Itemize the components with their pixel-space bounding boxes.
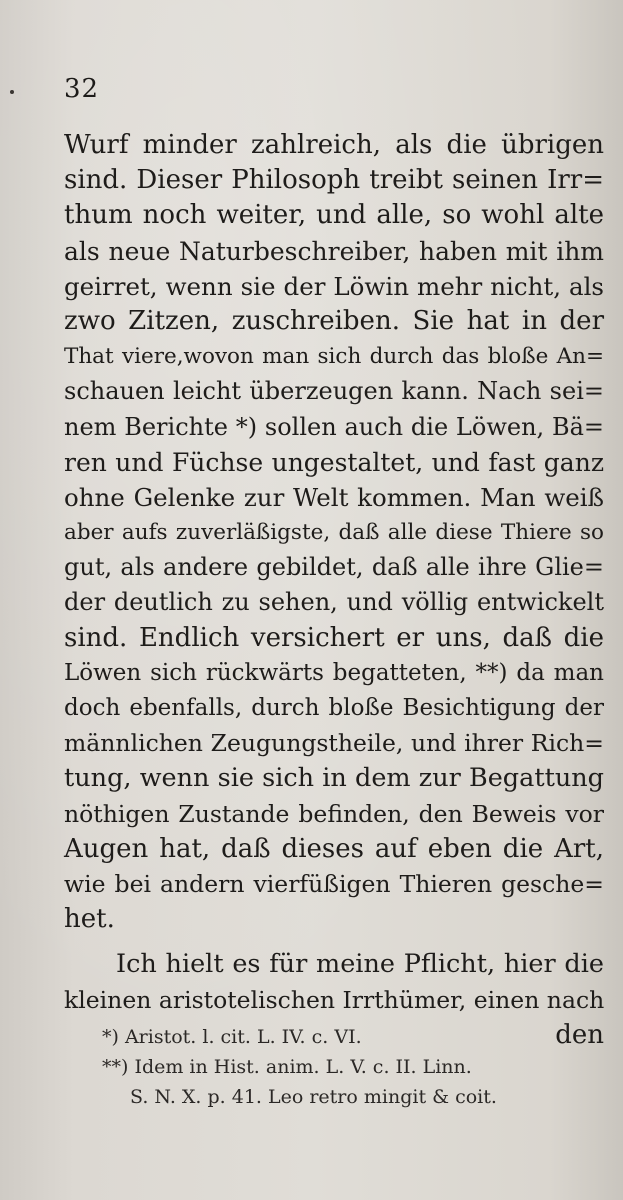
text-line: männlichen Zeugungstheile, und ihrer Rich= (64, 729, 604, 758)
text-line: ohne Gelenke zur Welt kommen. Man weiß (64, 482, 604, 512)
text-line: wie bei andern vierfüßigen Thieren gesche= (64, 869, 604, 898)
text-line: der deutlich zu sehen, und völlig entwickelt (64, 588, 604, 617)
text-line: That viere,wovon man sich durch das bloße An= (64, 344, 604, 370)
text-line: geirret, wenn sie der Löwin mehr nicht, als (64, 271, 604, 301)
text-line: doch ebenfalls, durch bloße Besichtigung der (64, 695, 604, 721)
text-line: ren und Füchse ungestaltet, und fast ganz (64, 447, 604, 477)
text-line: zwo Zitzen, zuschreiben. Sie hat in der (64, 305, 604, 336)
text-line: kleinen aristotelischen Irrthümer, einen nach (64, 985, 605, 1014)
footnote: *) Aristot. l. cit. L. IV. c. VI. (102, 1026, 362, 1048)
text-line: als neue Naturbeschreiber, haben mit ihm (64, 236, 604, 266)
page-number: 32 (64, 74, 100, 104)
text-line: nöthigen Zustande befinden, den Beweis vor (64, 799, 604, 828)
text-line: tung, wenn sie sich in dem zur Begattung (64, 763, 604, 794)
footnote-continuation: S. N. X. p. 41. Leo retro mingit & coit. (130, 1086, 497, 1108)
text-line: sind. Dieser Philosoph treibt seinen Irr= (64, 165, 604, 196)
text-line: Augen hat, daß dieses auf eben die Art, (64, 833, 604, 864)
text-line: gut, als andere gebildet, daß alle ihre Glie= (64, 553, 604, 582)
text-line: schauen leicht überzeugen kann. Nach sei= (64, 377, 604, 406)
paragraph-gap (64, 937, 604, 947)
text-line: aber aufs zuverläßigste, daß alle diese Thiere so (64, 520, 604, 546)
paper-speck (10, 90, 14, 94)
text-line: Ich hielt es für meine Pflicht, hier die (116, 949, 604, 980)
catchword: den (555, 1019, 604, 1050)
text-line: sind. Endlich versichert er uns, daß die (64, 622, 604, 653)
text-line: het. (64, 904, 115, 935)
text-line: thum noch weiter, und alle, so wohl alte (64, 200, 604, 231)
footnotes (102, 1022, 612, 1112)
footnote: **) Idem in Hist. anim. L. V. c. II. Linn. (102, 1056, 472, 1078)
text-line: nem Berichte *) sollen auch die Löwen, Bä= (64, 412, 604, 441)
body-text (64, 128, 604, 1053)
text-line: Löwen sich rückwärts begatteten, **) da man (64, 659, 604, 686)
text-line: Wurf minder zahlreich, als die übrigen (64, 130, 604, 160)
